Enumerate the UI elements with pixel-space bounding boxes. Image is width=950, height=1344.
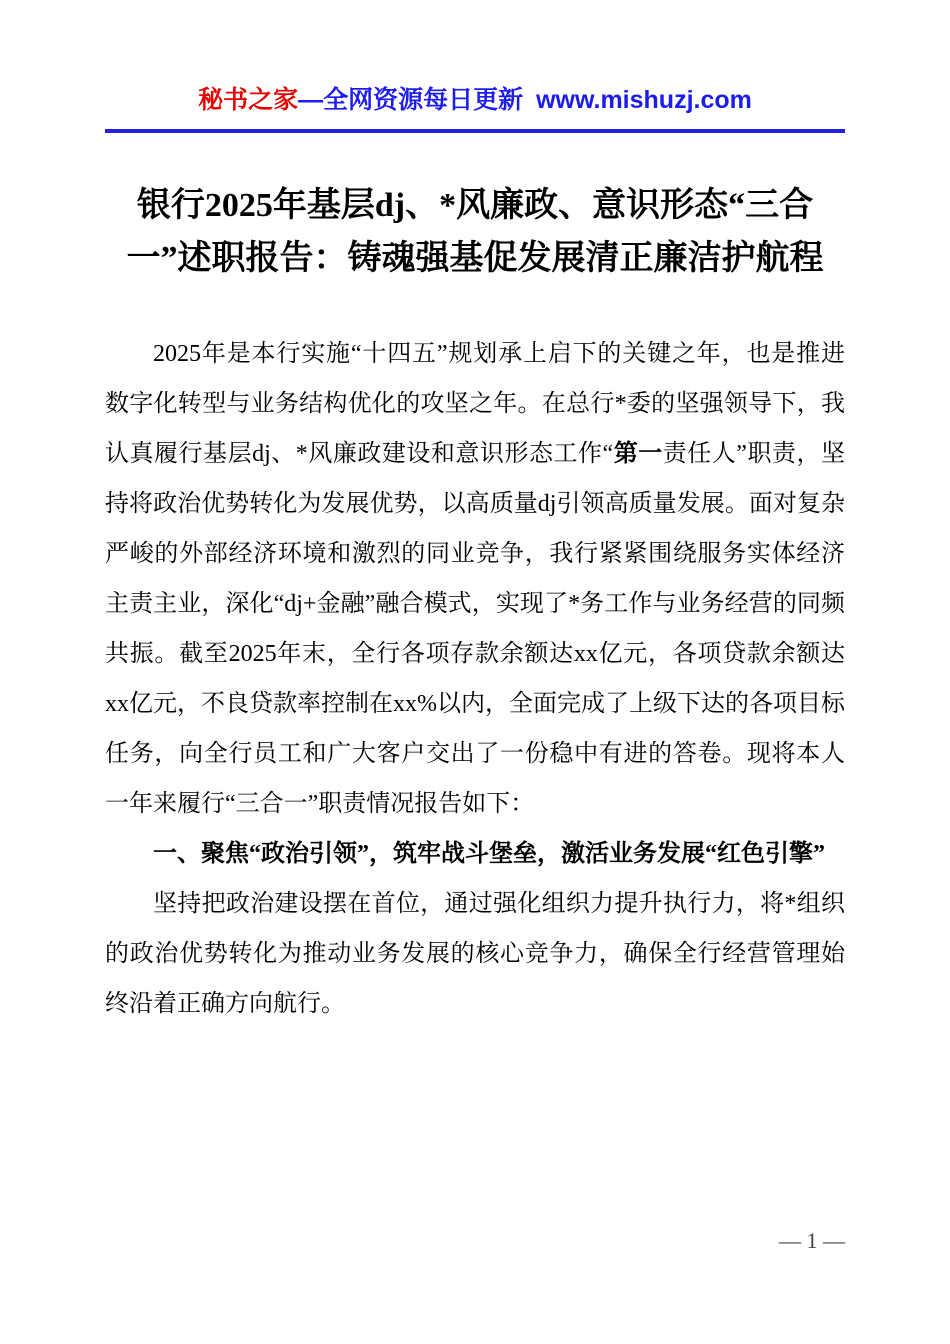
document-title: 银行2025年基层dj、*风廉政、意识形态“三合一”述职报告：铸魂强基促发展清正廉洁护航程	[126, 186, 824, 277]
text-run: 2025年是本行实施“十四五”规划承上启下的关键之年，也是推进数字化转型与业务结构优化的攻坚之年。在总行*委的坚强领导下，我认真履行基层dj、*风廉政建设和意识形态工作“	[105, 340, 845, 467]
site-tagline: —全网资源每日更新	[298, 86, 524, 114]
paragraph-section-heading	[105, 829, 845, 879]
paragraph-opening	[105, 329, 845, 829]
site-header	[105, 84, 845, 117]
text-run: 一、聚焦“政治引领”，筑牢战斗堡垒，激活业务发展“红色引擎”	[153, 840, 825, 867]
text-run: 第一	[613, 440, 663, 467]
paragraph-section-body	[105, 879, 845, 1029]
text-run: 责任人”职责，坚持将政治优势转化为发展优势，以高质量dj引领高质量发展。面对复杂严峻的外部经济环境和激烈的同业竞争，我行紧紧围绕服务实体经济主责主业，深化“dj+金融”融合模式，实现了*务工作与业务经营的同频共振。截至2025年末，全行各项存款余额达xx亿元，各项贷款余额达xx亿元，不良贷款率控制在xx%以内，全面完成了上级下达的各项目标任务，向全行员工和广大客户交出了一份稳中有进的答卷。现将本人一年来履行“三合一”职责情况报告如下：	[105, 440, 846, 817]
site-brand: 秘书之家	[198, 86, 299, 114]
site-url-link[interactable]: www.mishuzj.com	[536, 86, 752, 114]
text-run: 坚持把政治建设摆在首位，通过强化组织力提升执行力，将*组织的政治优势转化为推动业务发展的核心竞争力，确保全行经营管理始终沿着正确方向航行。	[105, 890, 845, 1017]
page-number: — 1 —	[779, 1228, 845, 1253]
header-divider	[105, 129, 845, 133]
document-body	[105, 329, 845, 1029]
